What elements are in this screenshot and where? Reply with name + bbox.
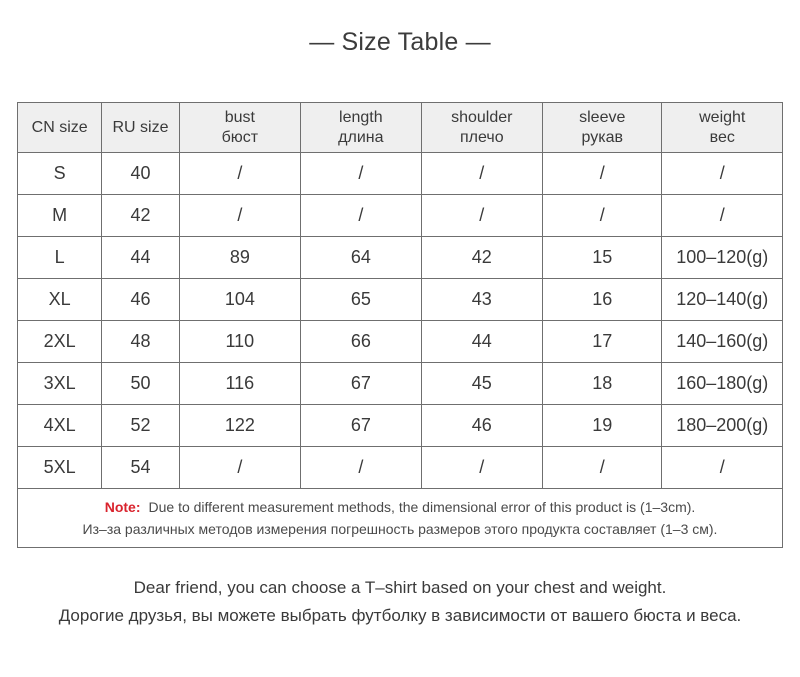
cell-weight: 180–200(g) — [662, 405, 783, 447]
cell-weight: / — [662, 447, 783, 489]
cell-ru-size: 48 — [102, 321, 179, 363]
cell-shoulder: / — [421, 195, 542, 237]
cell-sleeve: 19 — [543, 405, 662, 447]
cell-length: 64 — [301, 237, 421, 279]
header-length: length длина — [301, 103, 421, 153]
header-cn-size: CN size — [18, 103, 102, 153]
cell-ru-size: 54 — [102, 447, 179, 489]
cell-length: 66 — [301, 321, 421, 363]
header-shoulder: shoulder плечо — [421, 103, 542, 153]
cell-ru-size: 46 — [102, 279, 179, 321]
header-sleeve: sleeve рукав — [543, 103, 662, 153]
cell-bust: / — [179, 195, 300, 237]
cell-shoulder: 42 — [421, 237, 542, 279]
cell-shoulder: 46 — [421, 405, 542, 447]
table-row — [18, 153, 783, 195]
cell-cn-size: 5XL — [18, 447, 102, 489]
table-row — [18, 279, 783, 321]
cell-ru-size: 50 — [102, 363, 179, 405]
cell-sleeve: 15 — [543, 237, 662, 279]
cell-weight: 160–180(g) — [662, 363, 783, 405]
note-cell — [18, 489, 783, 548]
table-header-row — [18, 103, 783, 153]
note-label: Note: — [104, 499, 141, 515]
cell-bust: 104 — [179, 279, 300, 321]
cell-cn-size: S — [18, 153, 102, 195]
header-bust: bust бюст — [179, 103, 300, 153]
note-text-en: Due to different measurement methods, the dimensional error of this product is (1–3cm). — [148, 499, 696, 515]
cell-cn-size: 4XL — [18, 405, 102, 447]
cell-shoulder: / — [421, 447, 542, 489]
footer-text-ru: Дорогие друзья, вы можете выбрать футболку в зависимости от вашего бюста и веса. — [58, 606, 742, 625]
cell-weight: 100–120(g) — [662, 237, 783, 279]
cell-cn-size: M — [18, 195, 102, 237]
cell-length: 67 — [301, 405, 421, 447]
note-row — [18, 489, 783, 548]
page-title: — Size Table — — [309, 28, 491, 56]
cell-cn-size: 3XL — [18, 363, 102, 405]
cell-shoulder: 43 — [421, 279, 542, 321]
cell-shoulder: 45 — [421, 363, 542, 405]
cell-length: / — [301, 195, 421, 237]
table-row — [18, 195, 783, 237]
cell-bust: / — [179, 447, 300, 489]
table-row — [18, 237, 783, 279]
cell-ru-size: 44 — [102, 237, 179, 279]
cell-cn-size: L — [18, 237, 102, 279]
cell-shoulder: / — [421, 153, 542, 195]
cell-bust: / — [179, 153, 300, 195]
footer-text-en: Dear friend, you can choose a T–shirt based on your chest and weight. — [133, 578, 667, 597]
table-row — [18, 363, 783, 405]
cell-bust: 89 — [179, 237, 300, 279]
cell-sleeve: / — [543, 153, 662, 195]
cell-bust: 122 — [179, 405, 300, 447]
size-table — [17, 102, 783, 548]
cell-weight: / — [662, 153, 783, 195]
header-ru-size: RU size — [102, 103, 179, 153]
note-line-en — [18, 496, 782, 518]
cell-sleeve: 16 — [543, 279, 662, 321]
cell-length: / — [301, 153, 421, 195]
cell-weight: 140–160(g) — [662, 321, 783, 363]
cell-length: / — [301, 447, 421, 489]
cell-cn-size: 2XL — [18, 321, 102, 363]
cell-ru-size: 52 — [102, 405, 179, 447]
table-row — [18, 447, 783, 489]
table-row — [18, 405, 783, 447]
cell-shoulder: 44 — [421, 321, 542, 363]
header-weight: weight вес — [662, 103, 783, 153]
cell-sleeve: 18 — [543, 363, 662, 405]
cell-cn-size: XL — [18, 279, 102, 321]
cell-length: 67 — [301, 363, 421, 405]
table-row — [18, 321, 783, 363]
cell-bust: 116 — [179, 363, 300, 405]
cell-sleeve: / — [543, 447, 662, 489]
cell-weight: / — [662, 195, 783, 237]
cell-ru-size: 42 — [102, 195, 179, 237]
cell-weight: 120–140(g) — [662, 279, 783, 321]
note-text-ru: Из–за различных методов измерения погрешность размеров этого продукта составляет (1–3 см). — [82, 521, 718, 537]
cell-sleeve: 17 — [543, 321, 662, 363]
cell-sleeve: / — [543, 195, 662, 237]
cell-ru-size: 40 — [102, 153, 179, 195]
cell-length: 65 — [301, 279, 421, 321]
cell-bust: 110 — [179, 321, 300, 363]
